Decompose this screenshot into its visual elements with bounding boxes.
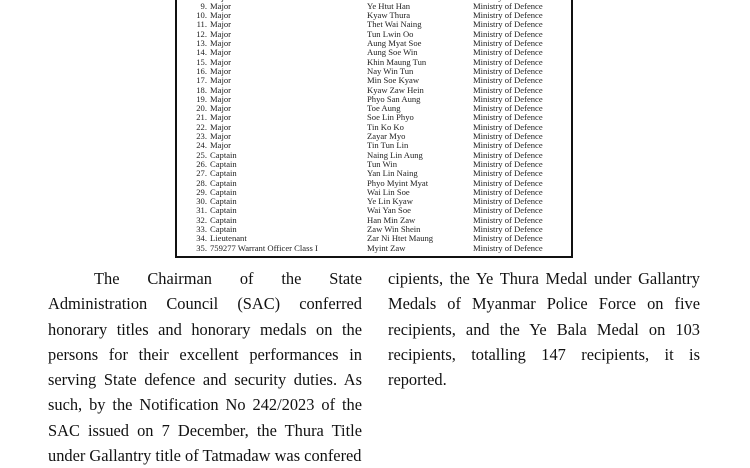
row-unit: Ministry of Defence [473, 140, 543, 151]
row-rank: Major [210, 121, 232, 132]
row-unit: Ministry of Defence [473, 56, 543, 67]
row-rank: Captain [210, 186, 237, 197]
row-name: Han Min Zaw [367, 214, 416, 225]
row-name: Myint Zaw [367, 242, 406, 253]
row-unit: Ministry of Defence [473, 19, 543, 30]
row-name: Nay Win Tun [367, 65, 414, 76]
row-number: 19. [196, 93, 207, 104]
row-rank: Major [210, 19, 232, 30]
row-name: Aung Myat Soe [367, 38, 422, 48]
row-number: 21. [196, 112, 207, 123]
row-name: Phyo Myint Myat [367, 177, 429, 188]
row-rank: Major [210, 103, 232, 114]
row-number: 27. [196, 168, 207, 179]
row-name: Kyaw Thura [367, 10, 411, 21]
row-rank: Captain [210, 205, 237, 216]
row-number: 17. [196, 75, 207, 86]
row-rank: Major [210, 0, 232, 11]
row-rank: Major [210, 28, 232, 39]
row-name: Wai Lin Soe [367, 186, 410, 197]
row-number: 33. [196, 224, 207, 234]
row-rank: Major [210, 75, 232, 86]
row-name: Zayar Myo [367, 131, 406, 141]
row-name: Soe Lin Phyo [367, 112, 414, 123]
row-number: 16. [196, 65, 207, 76]
row-unit: Ministry of Defence [473, 196, 543, 207]
row-unit: Ministry of Defence [473, 224, 543, 234]
row-number: 13. [196, 38, 207, 48]
row-name: Kyaw Zaw Hein [367, 84, 424, 95]
row-number: 15. [196, 56, 207, 67]
row-number: 23. [196, 131, 207, 141]
row-unit: Ministry of Defence [473, 93, 543, 104]
row-number: 35. [196, 242, 207, 253]
row-rank: Major [210, 84, 232, 95]
row-rank: Major [210, 10, 232, 21]
row-number: 26. [196, 158, 207, 169]
row-rank: Lieutenant [210, 233, 247, 244]
row-rank: Major [210, 112, 232, 123]
row-unit: Ministry of Defence [473, 47, 543, 58]
row-number: 31. [196, 205, 207, 216]
row-name: Toe Aung [367, 103, 401, 114]
row-rank: Captain [210, 177, 237, 188]
row-name: Tin Ko Ko [367, 121, 404, 132]
row-rank: Captain [210, 158, 237, 169]
row-unit: Ministry of Defence [473, 131, 543, 141]
row-unit: Ministry of Defence [473, 0, 543, 11]
row-number: 22. [196, 121, 207, 132]
row-unit: Ministry of Defence [473, 112, 543, 123]
row-number: 24. [196, 140, 207, 151]
row-number: 25. [196, 149, 207, 160]
row-unit: Ministry of Defence [473, 186, 543, 197]
row-name: Zaw Win Shein [367, 224, 421, 234]
row-number: 18. [196, 84, 207, 95]
row-unit: Ministry of Defence [473, 75, 543, 86]
row-unit: Ministry of Defence [473, 158, 543, 169]
row-rank: Major [210, 47, 232, 58]
row-number: 11. [196, 19, 207, 30]
row-unit: Ministry of Defence [473, 168, 543, 179]
row-rank: Major [210, 93, 232, 104]
row-name: Tun Win [367, 158, 397, 169]
row-rank: Major [210, 56, 232, 67]
article-paragraph-left: The Chairman of the State Administration Council (SAC) conferred honorary titles and honorary medals on the persons for their excellent performances in serving State defence and security duties. As such, by the Notification No 242/2023 of the SAC issued on 7 December, the Thura Title under Gallantry title of Tatmadaw was confered [48, 269, 362, 466]
row-number: 14. [196, 47, 207, 58]
article-paragraph-right: cipients, the Ye Thura Medal under Gallantry Medals of Myanmar Police Force on five recipients, and the Ye Bala Medal on 103 recipients, totalling 147 recipients, it is reported. [388, 269, 700, 390]
row-unit: Ministry of Defence [473, 214, 543, 225]
row-number: 29. [196, 186, 207, 197]
row-unit: Ministry of Defence [473, 10, 543, 21]
row-unit: Ministry of Defence [473, 65, 543, 76]
row-name: Phyo San Aung [367, 93, 421, 104]
row-name: Tun Lwin Oo [367, 28, 414, 39]
row-unit: Ministry of Defence [473, 149, 543, 160]
row-name: Wai Yan Soe [367, 205, 411, 216]
row-unit: Ministry of Defence [473, 121, 543, 132]
row-unit: Ministry of Defence [473, 38, 543, 48]
row-name: Min Soe Kyaw [367, 75, 420, 86]
row-number: 30. [196, 196, 207, 207]
row-name: Ye Lin Kyaw [367, 196, 413, 207]
row-number: 28. [196, 177, 207, 188]
row-unit: Ministry of Defence [473, 177, 543, 188]
row-name: Yan Lin Naing [367, 168, 418, 179]
row-rank: Captain [210, 214, 237, 225]
row-number: 34. [196, 233, 207, 244]
row-rank: 759277 Warrant Officer Class I [210, 242, 318, 253]
table-row [177, 244, 571, 253]
row-number: 32. [196, 214, 207, 225]
row-number: 10. [196, 10, 207, 21]
row-name: Aung Soe Win [367, 47, 418, 58]
row-unit: Ministry of Defence [473, 242, 543, 253]
row-rank: Captain [210, 168, 237, 179]
row-unit: Ministry of Defence [473, 103, 543, 114]
row-rank: Major [210, 131, 232, 141]
row-name: Naing Lin Aung [367, 149, 423, 160]
row-rank: Major [210, 65, 232, 76]
row-number: 12. [196, 28, 207, 39]
row-number: 9. [200, 0, 207, 11]
row-unit: Ministry of Defence [473, 205, 543, 216]
row-rank: Captain [210, 149, 237, 160]
row-rank: Captain [210, 224, 237, 234]
awardees-table [175, 0, 573, 258]
row-name: Ye Htut Han [367, 0, 411, 11]
row-rank: Major [210, 140, 232, 151]
row-number: 20. [196, 103, 207, 114]
row-name: Thet Wai Naing [367, 19, 422, 30]
row-unit: Ministry of Defence [473, 84, 543, 95]
row-unit: Ministry of Defence [473, 233, 543, 244]
row-name: Khin Maung Tun [367, 56, 427, 67]
row-name: Tin Tun Lin [367, 140, 409, 151]
row-rank: Major [210, 38, 232, 48]
row-name: Zar Ni Htet Maung [367, 233, 434, 244]
row-rank: Captain [210, 196, 237, 207]
row-unit: Ministry of Defence [473, 28, 543, 39]
